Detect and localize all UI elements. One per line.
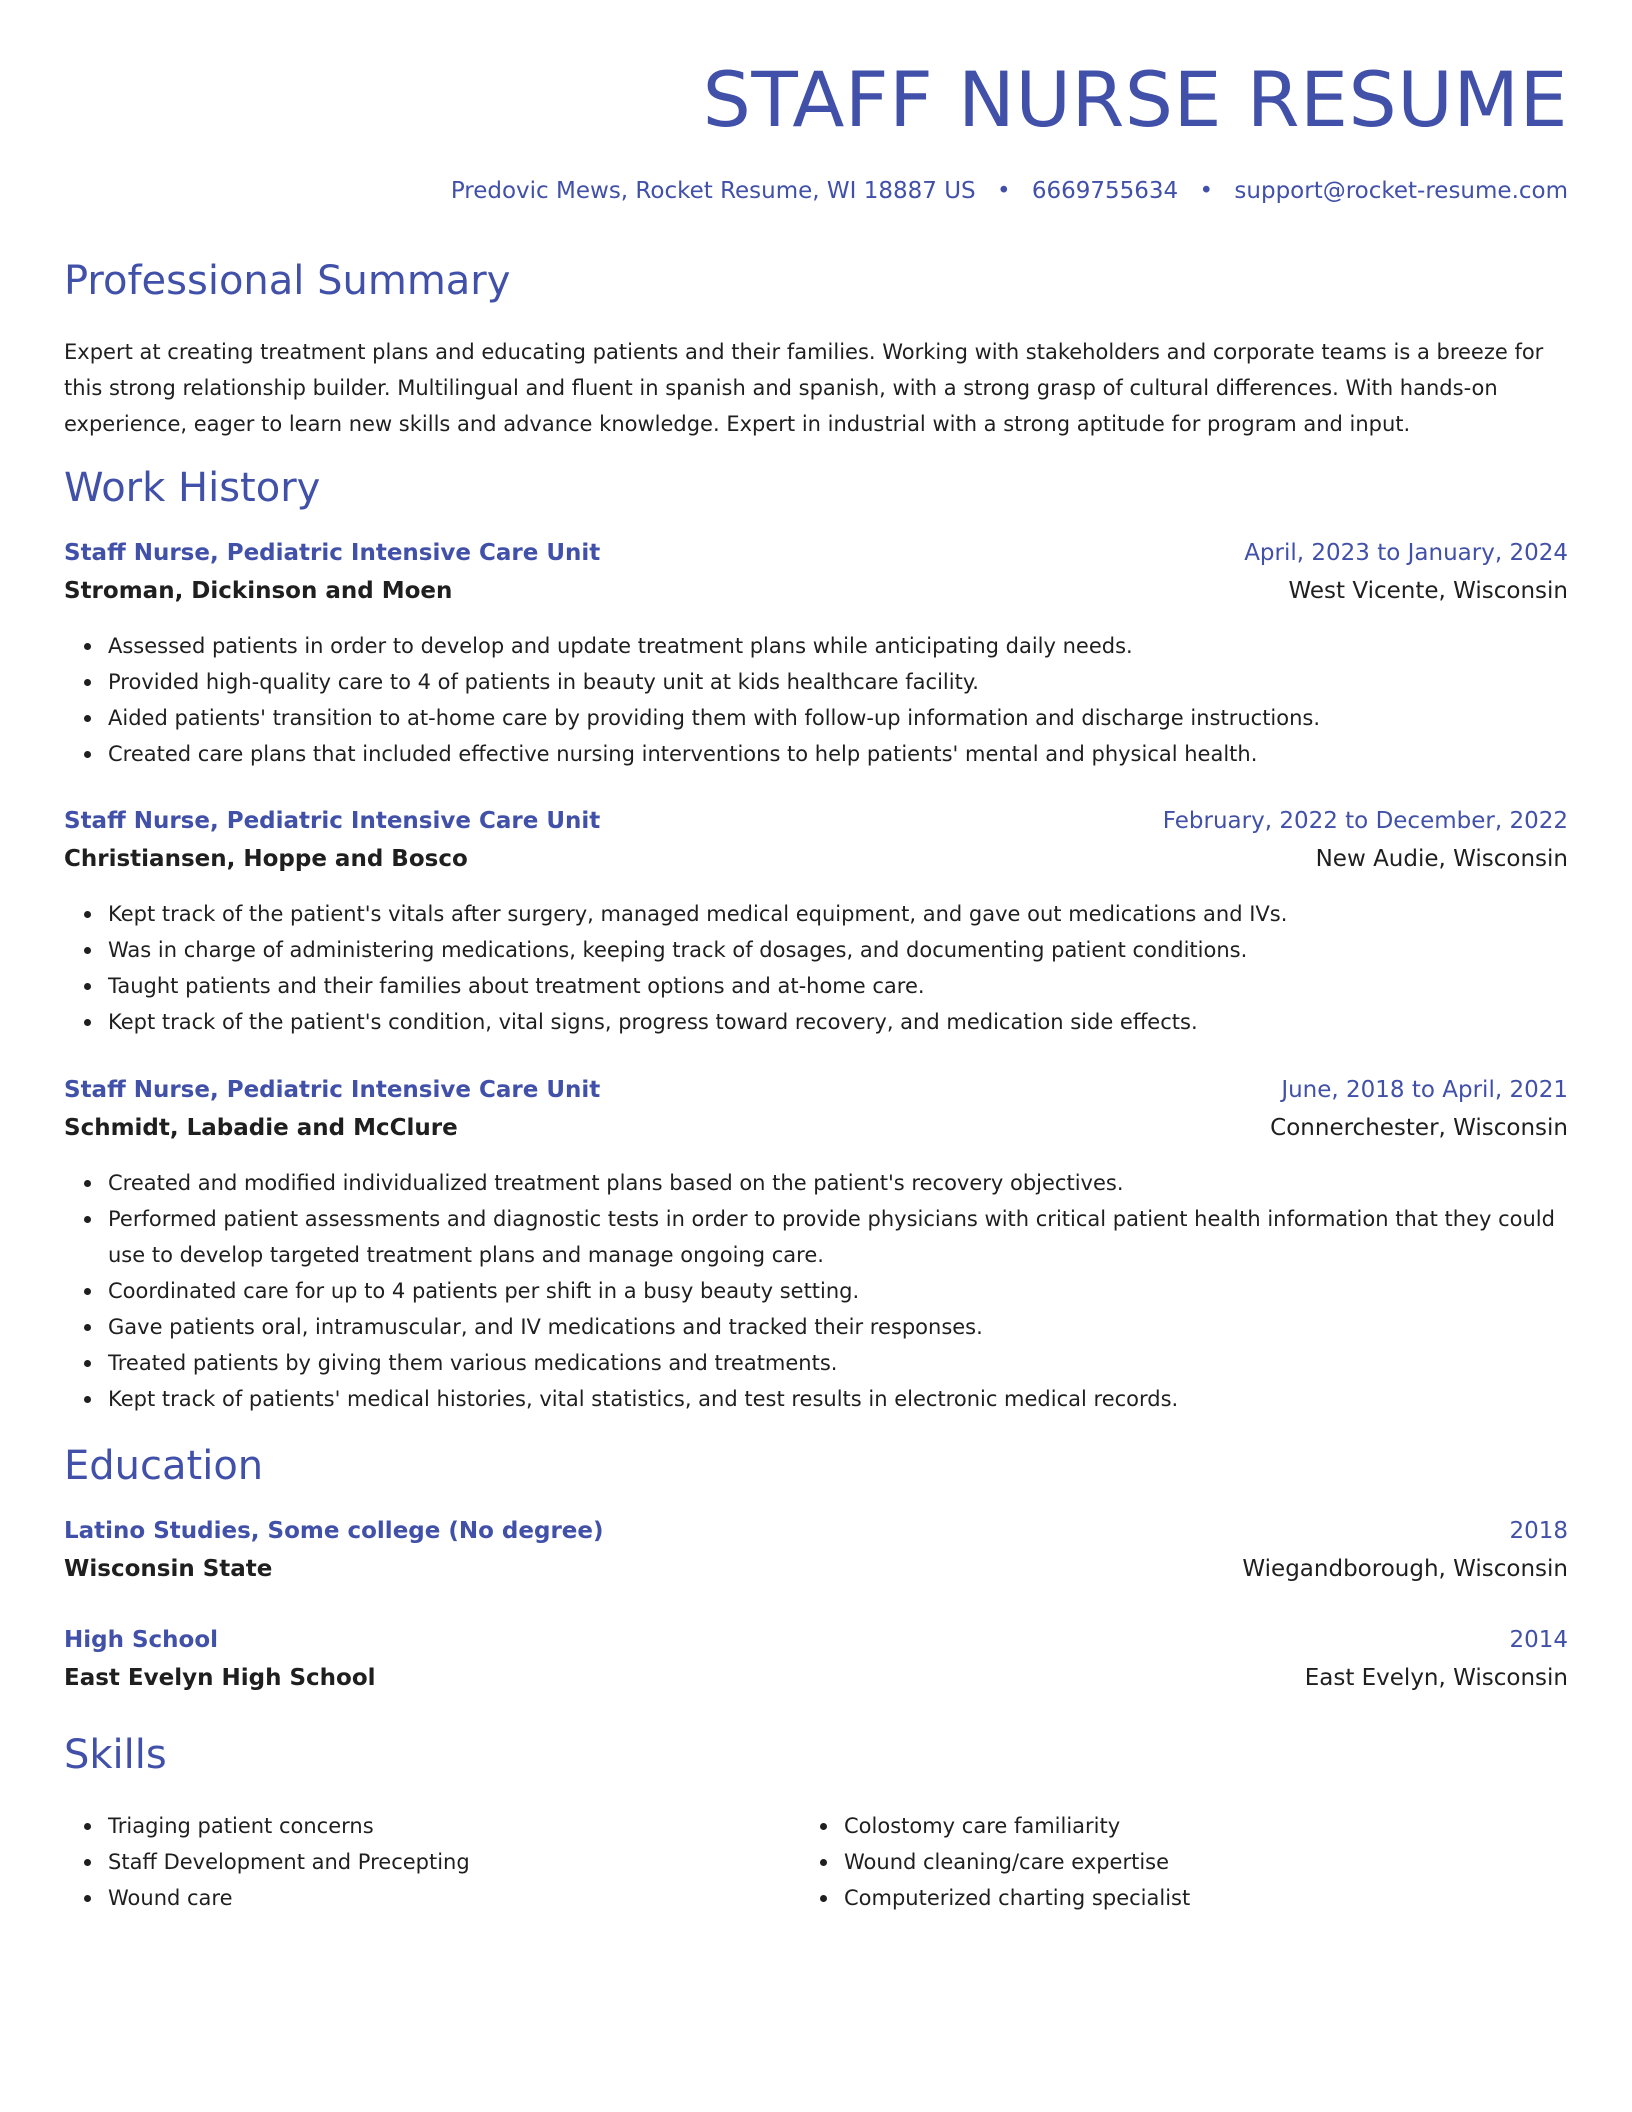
skill-item: Triaging patient concerns [108,1808,764,1844]
job-bullets [64,896,1568,1040]
education-degree: High School [64,1627,219,1653]
job-bullets [64,1165,1568,1417]
education-header-row [64,1627,1568,1665]
skill-item: Staff Development and Precepting [108,1844,764,1880]
education-location: Wiegandborough, Wisconsin [1242,1556,1568,1582]
job-location: New Audie, Wisconsin [1315,846,1568,872]
summary-text: Expert at creating treatment plans and educating patients and their families. Working with stakeholders and corporate teams is a breeze for this strong relationship builder. Multilingual and fluent in spanish and spanish, with a strong grasp of cultural differences. With hands-on experience, eager to learn new skills and advance knowledge. Expert in industrial with a strong aptitude for program and input. [64,340,1544,436]
job-entry [64,540,1568,772]
education-school: East Evelyn High School [64,1665,376,1691]
job-location: Connerchester, Wisconsin [1270,1115,1568,1141]
contact-address: Predovic Mews, Rocket Resume, WI 18887 US [450,178,976,204]
job-employer-row [64,846,1568,884]
list-item: Was in charge of administering medications, keeping track of dosages, and documenting patient conditions. [108,932,1568,968]
contact-line [451,178,1568,204]
job-entry [64,808,1568,1040]
list-item: Treated patients by giving them various medications and treatments. [108,1345,1568,1381]
skills-heading: Skills [64,1732,167,1778]
education-entry [64,1518,1568,1594]
job-location: West Vicente, Wisconsin [1288,578,1568,604]
job-title: Staff Nurse, Pediatric Intensive Care Unit [64,1077,601,1103]
list-item: Aided patients' transition to at-home care by providing them with follow-up information and discharge instructions. [108,700,1568,736]
summary-heading: Professional Summary [64,258,511,304]
list-item: Kept track of the patient's condition, vital signs, progress toward recovery, and medication side effects. [108,1004,1568,1040]
skills-column-right [800,1808,1500,1916]
education-location: East Evelyn, Wisconsin [1304,1665,1568,1691]
contact-separator: • [1199,178,1214,204]
skill-item: Wound cleaning/care expertise [844,1844,1500,1880]
job-employer: Schmidt, Labadie and McClure [64,1115,458,1141]
job-dates: April, 2023 to January, 2024 [1244,540,1568,566]
job-title: Staff Nurse, Pediatric Intensive Care Unit [64,540,601,566]
education-header-row [64,1518,1568,1556]
list-item: Performed patient assessments and diagnostic tests in order to provide physicians with critical patient health information that they could use to develop targeted treatment plans and manage ongoing care. [108,1201,1568,1273]
skills-bullets [800,1808,1500,1916]
job-header-row [64,808,1568,846]
skill-item: Computerized charting specialist [844,1880,1500,1916]
resume-title: STAFF NURSE RESUME [702,55,1568,144]
list-item: Provided high-quality care to 4 of patients in beauty unit at kids healthcare facility. [108,664,1568,700]
education-school-row [64,1556,1568,1594]
education-year: 2018 [1509,1518,1568,1544]
list-item: Assessed patients in order to develop and update treatment plans while anticipating daily needs. [108,628,1568,664]
list-item: Kept track of patients' medical histories, vital statistics, and test results in electronic medical records. [108,1381,1568,1417]
contact-separator: • [996,178,1011,204]
job-bullets [64,628,1568,772]
education-school-row [64,1665,1568,1703]
job-employer: Stroman, Dickinson and Moen [64,578,453,604]
job-header-row [64,540,1568,578]
job-employer: Christiansen, Hoppe and Bosco [64,846,468,872]
job-employer-row [64,1115,1568,1153]
list-item: Gave patients oral, intramuscular, and IV medications and tracked their responses. [108,1309,1568,1345]
education-entry [64,1627,1568,1703]
list-item: Created and modified individualized treatment plans based on the patient's recovery objectives. [108,1165,1568,1201]
skill-item: Colostomy care familiarity [844,1808,1500,1844]
education-heading: Education [64,1443,264,1489]
list-item: Taught patients and their families about treatment options and at-home care. [108,968,1568,1004]
job-title: Staff Nurse, Pediatric Intensive Care Unit [64,808,601,834]
list-item: Created care plans that included effective nursing interventions to help patients' mental and physical health. [108,736,1568,772]
work-history-heading: Work History [64,465,321,511]
contact-phone: 6669755634 [1031,178,1179,204]
education-school: Wisconsin State [64,1556,273,1582]
job-dates: June, 2018 to April, 2021 [1281,1077,1568,1103]
skills-bullets [64,1808,764,1916]
education-year: 2014 [1509,1627,1568,1653]
skill-item: Wound care [108,1880,764,1916]
skills-column-left [64,1808,764,1916]
job-entry [64,1077,1568,1417]
contact-email: support@rocket-resume.com [1234,178,1568,204]
education-degree: Latino Studies, Some college (No degree) [64,1518,604,1544]
list-item: Coordinated care for up to 4 patients per shift in a busy beauty setting. [108,1273,1568,1309]
job-dates: February, 2022 to December, 2022 [1162,808,1568,834]
job-employer-row [64,578,1568,616]
list-item: Kept track of the patient's vitals after surgery, managed medical equipment, and gave out medications and IVs. [108,896,1568,932]
job-header-row [64,1077,1568,1115]
